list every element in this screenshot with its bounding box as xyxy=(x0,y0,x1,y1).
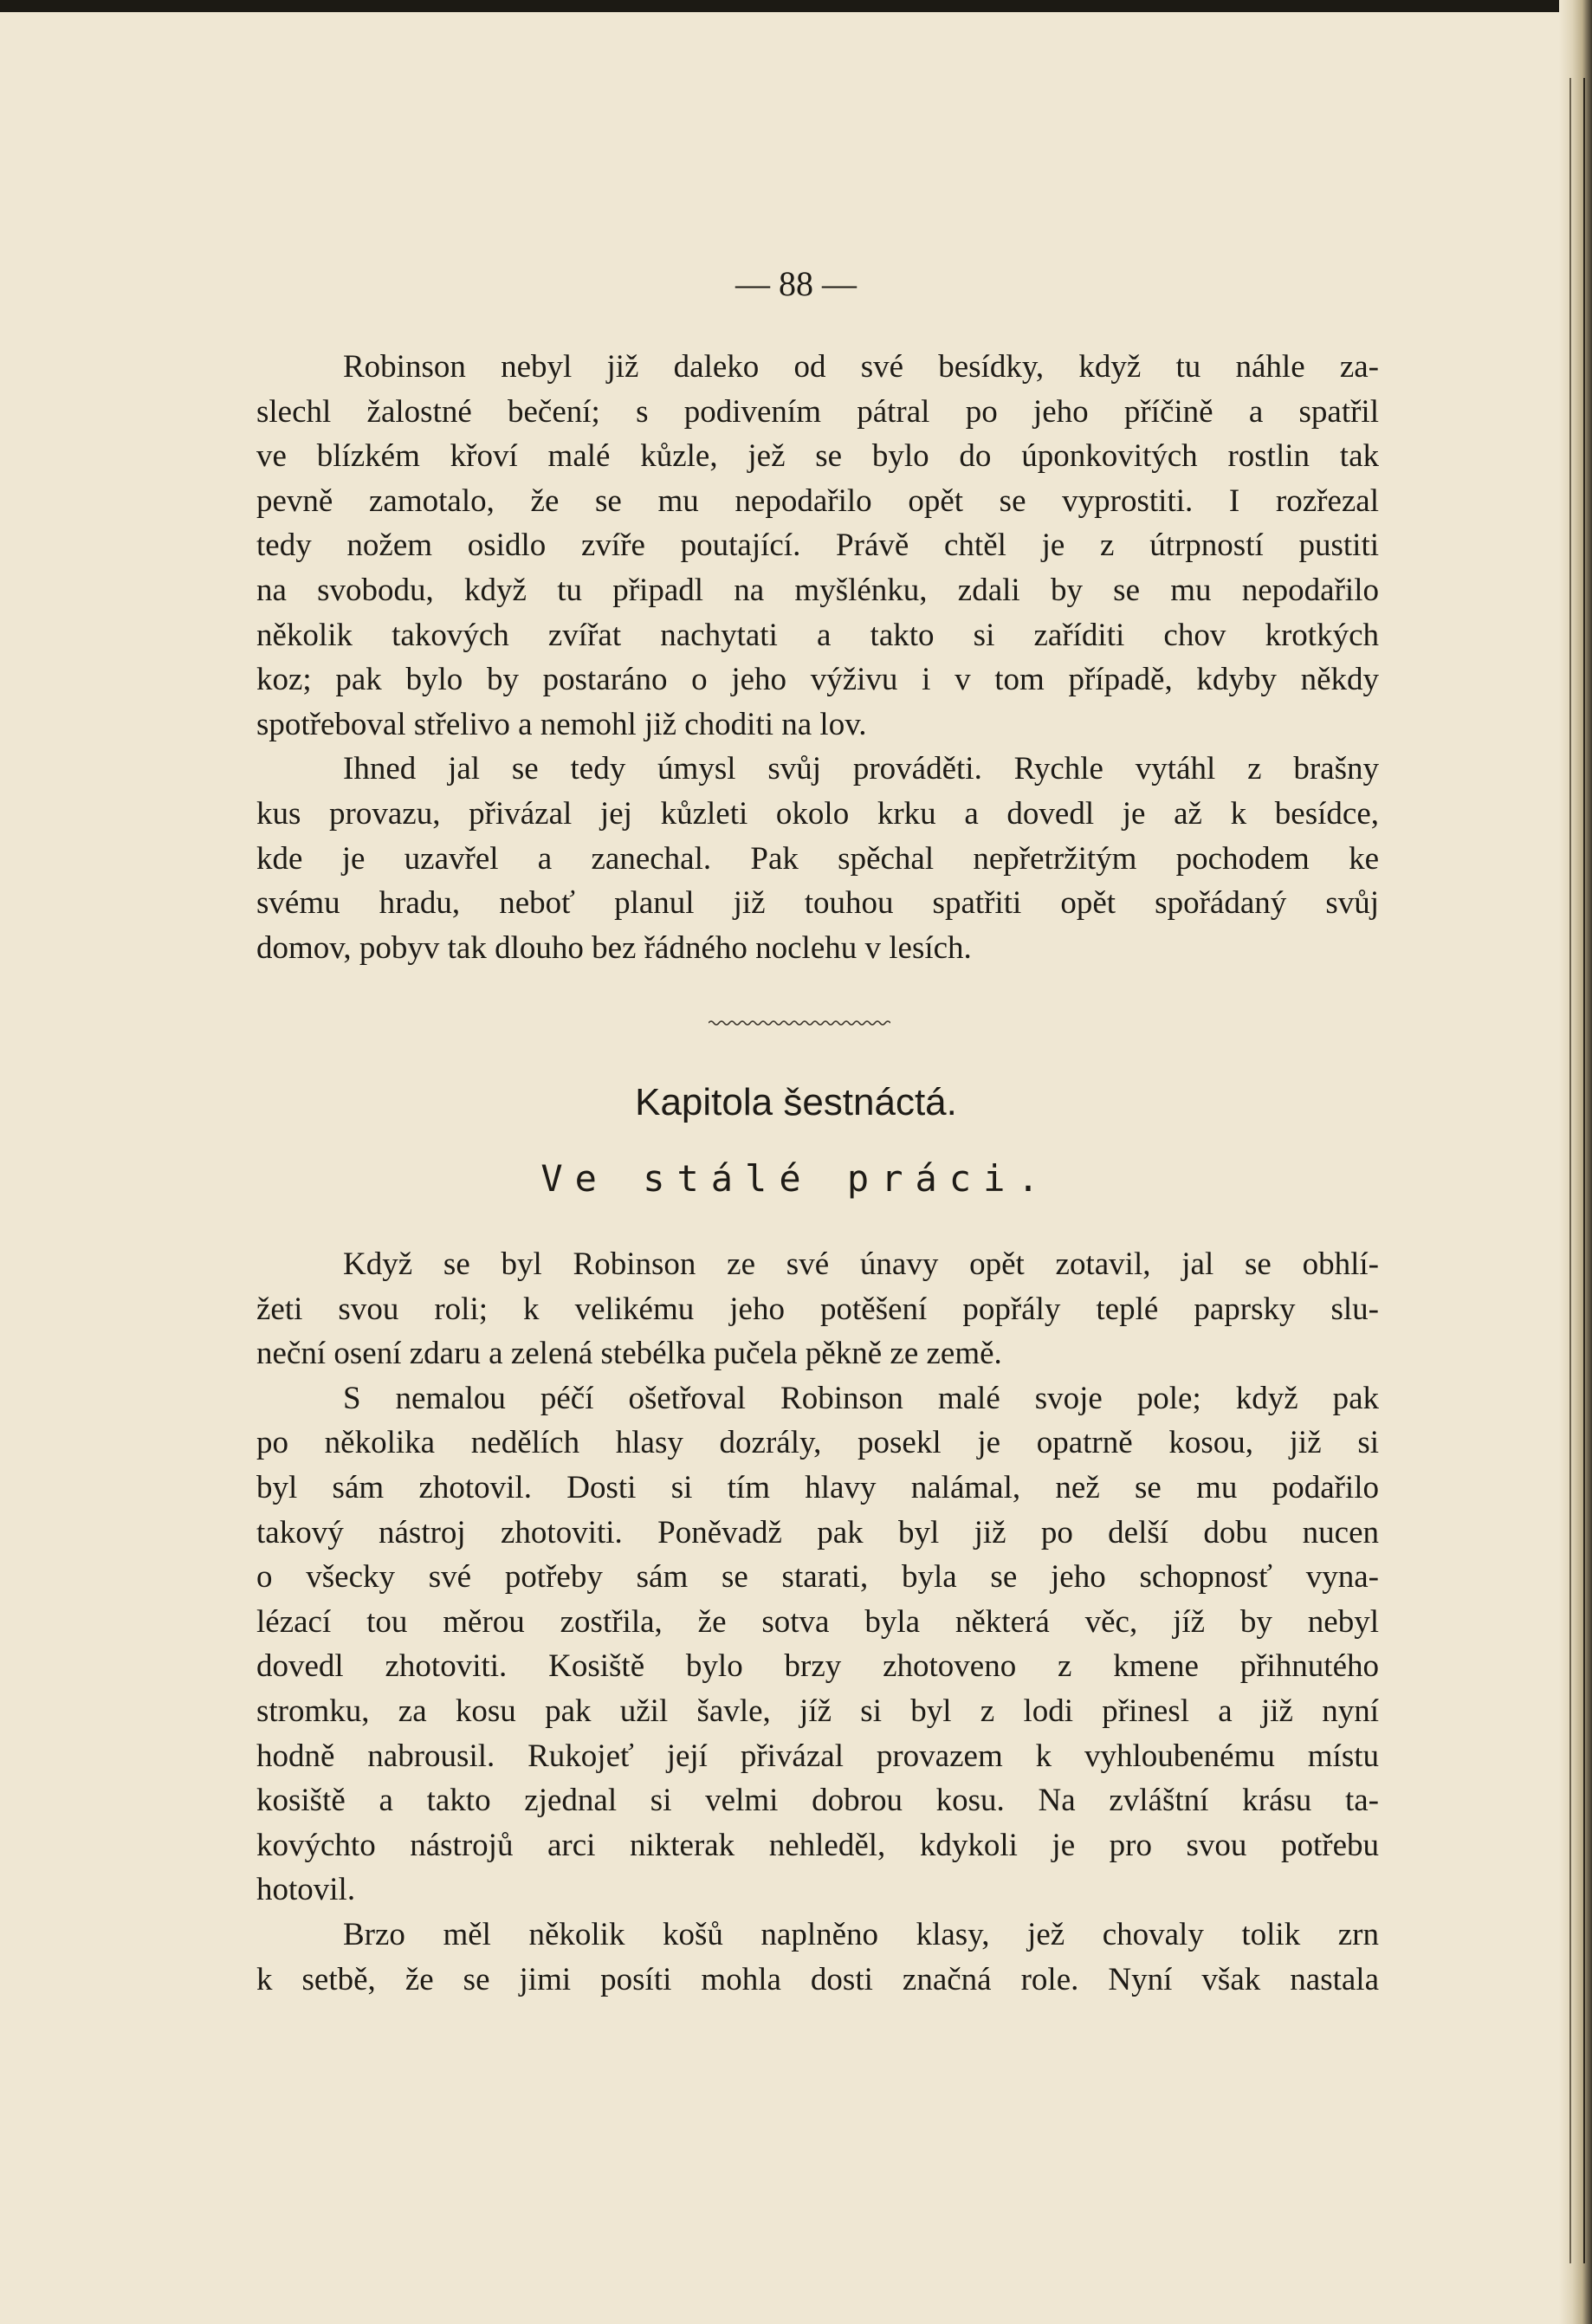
paragraph xyxy=(256,747,1379,970)
text-line: kosiště a takto zjednal si velmi dobrou kosu. Na zvláštní krásu ta- xyxy=(256,1783,1379,1819)
book-page xyxy=(0,12,1559,2324)
text-line: po několika nedělích hlasy dozrály, posekl je opatrně kosou, již si xyxy=(256,1425,1379,1461)
text-line: lézací tou měrou zostřila, že sotva byla některá věc, jíž by nebyl xyxy=(256,1603,1379,1640)
text-line: Brzo měl několik košů naplněno klasy, jež chovaly tolik zrn xyxy=(343,1916,1379,1952)
text-line: svému hradu, neboť planul již touhou spatřiti opět spořádaný svůj xyxy=(256,885,1379,922)
text-line: pevně zamotalo, že se mu nepodařilo opět se vyprostiti. I rozřezal xyxy=(256,482,1379,519)
paragraph xyxy=(256,1913,1379,2002)
page-number: — 88 — xyxy=(735,264,857,303)
text-line: S nemalou péčí ošetřoval Robinson malé svoje pole; když pak xyxy=(343,1380,1379,1416)
text-line: tedy nožem osidlo zvíře poutající. Právě chtěl je z útrpností pustiti xyxy=(256,528,1379,564)
chapter-subtitle: Ve stálé práci. xyxy=(540,1157,1052,1200)
text-line: slechl žalostné bečení; s podivením pátral po jeho příčině a spatřil xyxy=(256,393,1379,430)
text-line: na svobodu, když tu připadl na myšlénku, zdali by se mu nepodařilo xyxy=(256,572,1379,608)
text-line: několik takových zvířat nachytati a takto si zaříditi chov krotkých xyxy=(256,617,1379,653)
text-line: stromku, za kosu pak užil šavle, jíž si byl z lodi přinesl a již nyní xyxy=(256,1693,1379,1729)
text-line: takový nástroj zhotoviti. Poněvadž pak byl již po delší dobu nucen xyxy=(256,1514,1379,1550)
text-line: Když se byl Robinson ze své únavy opět zotavil, jal se obhlí- xyxy=(343,1246,1379,1282)
text-line: žeti svou roli; k velikému jeho potěšení popřály teplé paprsky slu- xyxy=(256,1291,1379,1327)
paragraph xyxy=(256,1376,1379,1913)
scan-top-border xyxy=(0,0,1592,12)
top-text-block xyxy=(256,345,1379,970)
text-line: Robinson nebyl již daleko od své besídky, když tu náhle za- xyxy=(343,349,1379,385)
text-line: o všecky své potřeby sám se starati, byla se jeho schopnosť vyna- xyxy=(256,1559,1379,1596)
text-line: domov, pobyv tak dlouho bez řádného noclehu v lesích. xyxy=(256,929,972,966)
text-line: kovýchto nástrojů arci nikterak nehleděl, kdykoli je pro svou potřebu xyxy=(256,1827,1379,1863)
text-line: spotřeboval střelivo a nemohl již choditi na lov. xyxy=(256,706,867,742)
page-edge-line xyxy=(1569,78,1571,2263)
paragraph xyxy=(256,1242,1379,1376)
text-line: hodně nabrousil. Rukojeť její přivázal provazem k vyhloubenému místu xyxy=(256,1738,1379,1774)
text-line: k setbě, že se jimi posíti mohla dosti značná role. Nyní však nastala xyxy=(256,1961,1379,1997)
text-line: koz; pak bylo by postaráno o jeho výživu i v tom případě, kdyby někdy xyxy=(256,662,1379,698)
text-line: byl sám zhotovil. Dosti si tím hlavy nalámal, než se mu podařilo xyxy=(256,1469,1379,1505)
text-line: Ihned jal se tedy úmysl svůj prováděti. Rychle vytáhl z brašny xyxy=(343,751,1379,787)
text-line: hotovil. xyxy=(256,1872,356,1908)
text-line: kus provazu, přivázal jej kůzleti okolo krku a dovedl je až k besídce, xyxy=(256,795,1379,832)
page-edge-shadow xyxy=(1559,0,1592,2324)
page-edge-line xyxy=(1583,78,1585,2263)
paragraph xyxy=(256,345,1379,747)
text-line: neční osení zdaru a zelená stebélka pučela pěkně ze země. xyxy=(256,1336,1002,1372)
text-line: kde je uzavřel a zanechal. Pak spěchal nepřetržitým pochodem ke xyxy=(256,840,1379,877)
text-line: ve blízkém křoví malé kůzle, jež se bylo do úponkovitých rostlin tak xyxy=(256,438,1379,475)
text-line: dovedl zhotoviti. Kosiště bylo brzy zhotoveno z kmene přihnutého xyxy=(256,1648,1379,1685)
wavy-divider xyxy=(709,1019,890,1027)
chapter-title: Kapitola šestnáctá. xyxy=(635,1081,957,1123)
bottom-text-block xyxy=(256,1242,1379,2002)
